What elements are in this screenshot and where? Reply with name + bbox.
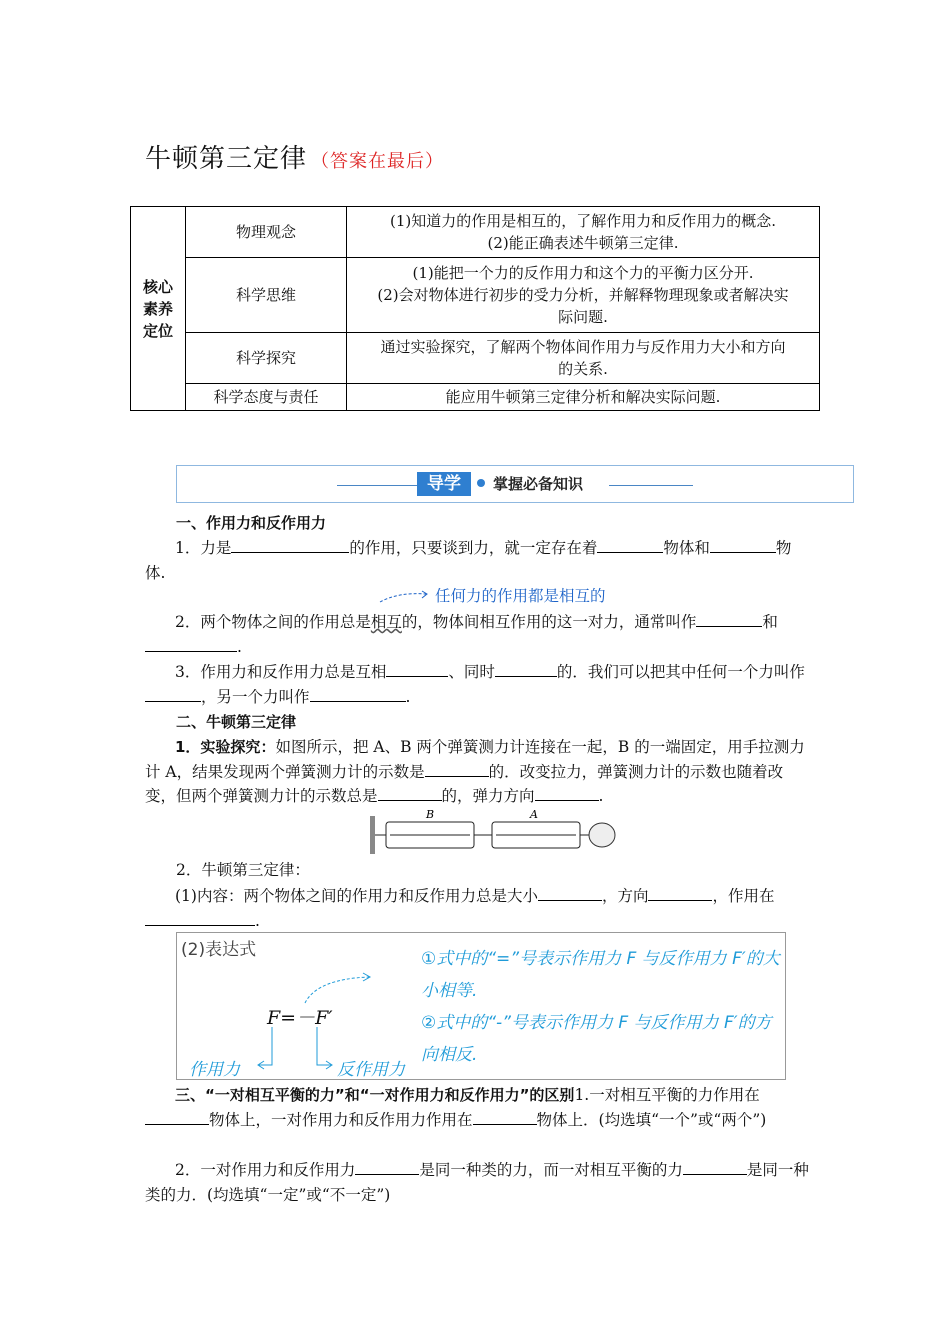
category-cell: 科学探究 — [186, 333, 347, 384]
paragraph — [145, 660, 810, 709]
description-cell — [347, 384, 820, 411]
row-label-line: 定位 — [142, 321, 173, 340]
text: . — [255, 911, 260, 930]
paragraph — [145, 884, 810, 933]
text: 是同一种类的力．(均选填“一定”或“不一定”) — [145, 1161, 809, 1204]
text: 的作用，只要谈到力，就一定存在着 — [349, 539, 598, 557]
category-cell: 物理观念 — [186, 207, 347, 258]
text: 物体. — [145, 539, 792, 582]
banner-tag: 导学 — [417, 472, 471, 496]
text: 1.一对相互平衡的力作用在 — [574, 1086, 760, 1104]
text: 的．我们可以把其中任何一个力叫作 — [556, 663, 805, 681]
text: ，作用在 — [712, 887, 775, 905]
answer-blank[interactable] — [145, 911, 255, 926]
page-title — [145, 138, 444, 175]
text: 2．两个物体之间的作用总是 — [175, 613, 371, 631]
section-heading: 三、“一对相互平衡的力”和“一对作用力和反作用力”的区别 — [175, 1086, 575, 1104]
section-heading: 一、作用力和反作用力 — [176, 514, 327, 532]
answer-blank[interactable] — [386, 662, 448, 677]
answer-blank[interactable] — [495, 662, 557, 677]
expression-figure — [176, 932, 786, 1080]
description-line: 通过实验探究，了解两个物体间作用力与反作用力大小和方向 — [380, 338, 786, 356]
text: 的，弹力方向 — [441, 787, 535, 805]
answer-blank[interactable] — [310, 687, 406, 702]
spring-scale-figure — [368, 810, 618, 858]
text: 的，物体间相互作用的这一对力，通常叫作 — [401, 613, 697, 631]
figure-heading: (2)表达式 — [181, 940, 257, 960]
arrow-icon — [378, 590, 430, 604]
expression-note-1: ①式中的“=”号表示作用力 F 与反作用力 F′的大小相等. — [421, 949, 780, 1001]
description-line: (2)会对物体进行初步的受力分析，并解释物理现象或者解决实 — [377, 286, 789, 304]
action-force-label: 作用力 — [189, 1060, 240, 1080]
description-cell — [347, 333, 820, 384]
description-line: 能应用牛顿第三定律分析和解决实际问题. — [445, 388, 721, 406]
section-banner — [176, 465, 854, 503]
text: 是同一种类的力，而一对相互平衡的力 — [419, 1161, 683, 1179]
text: ，另一个力叫作 — [201, 687, 310, 706]
banner-dot-icon — [477, 479, 485, 487]
text: . — [598, 787, 604, 805]
note-text: 任何力的作用都是相互的 — [434, 587, 606, 605]
row-label-line: 素养 — [142, 299, 173, 318]
title-answer-note: （答案在最后） — [311, 151, 445, 172]
paragraph — [145, 536, 810, 585]
core-literacy-table — [130, 206, 820, 411]
margin-note — [378, 584, 605, 606]
description-line: 际问题. — [558, 308, 608, 326]
title-text: 牛顿第三定律 — [145, 144, 308, 174]
text: . — [405, 687, 411, 706]
answer-blank[interactable] — [683, 1160, 747, 1175]
answer-blank[interactable] — [473, 1110, 537, 1125]
label-text: 1．实验探究： — [175, 738, 276, 756]
text: 1．力是 — [175, 539, 232, 557]
description-line: (1)能把一个力的反作用力和这个力的平衡力区分开. — [412, 264, 754, 282]
hand-icon — [589, 823, 615, 847]
scale-label-a: A — [530, 810, 538, 821]
paragraph — [145, 1158, 810, 1207]
paragraph — [145, 610, 810, 659]
text: 、同时 — [448, 663, 495, 681]
text: 3．作用力和反作用力总是互相 — [175, 663, 387, 681]
text: 物体和 — [663, 539, 710, 557]
answer-blank[interactable] — [648, 886, 712, 901]
text: 的．改变拉力，弹簧测力计的示数也随着改变，但两个弹簧测力计的示数总是 — [145, 762, 784, 805]
answer-blank[interactable] — [696, 612, 762, 627]
answer-blank[interactable] — [378, 786, 442, 801]
description-line: (1)知道力的作用是相互的，了解作用力和反作用力的概念. — [389, 212, 777, 230]
answer-blank[interactable] — [535, 786, 599, 801]
answer-blank[interactable] — [597, 538, 663, 553]
formula: F=－F′ — [267, 1007, 333, 1029]
section-heading: 二、牛顿第三定律 — [176, 713, 297, 731]
paragraph — [145, 735, 810, 809]
paragraph: 2．牛顿第三定律： — [176, 861, 310, 879]
paragraph — [145, 1083, 810, 1132]
description-line: (2)能正确表述牛顿第三定律. — [487, 234, 679, 252]
description-line: 的关系. — [558, 360, 608, 378]
text: ，方向 — [601, 887, 649, 905]
category-cell: 科学态度与责任 — [186, 384, 347, 411]
text: 物体上．(均选填“一个”或“两个”) — [536, 1110, 767, 1129]
answer-blank[interactable] — [231, 538, 349, 553]
core-table-row-label — [131, 207, 186, 411]
text: 2．一对作用力和反作用力 — [175, 1161, 356, 1179]
text: 物体上，一对作用力和反作用力作用在 — [209, 1110, 473, 1129]
reaction-force-label: 反作用力 — [337, 1060, 405, 1080]
answer-blank[interactable] — [355, 1160, 419, 1175]
description-cell — [347, 258, 820, 333]
row-label-line: 核心 — [142, 277, 173, 296]
banner-line — [337, 485, 417, 486]
text: 如图所示，把 A、B 两个弹簧测力计连接在一起，B 的一端固定，用手拉测力计 A，结果发现两个弹簧测力计的示数是 — [145, 738, 805, 781]
text: 和 — [762, 613, 778, 631]
answer-blank[interactable] — [425, 762, 489, 777]
answer-blank[interactable] — [145, 1110, 209, 1125]
text: . — [237, 637, 242, 656]
text: (1)内容：两个物体之间的作用力和反作用力总是大小 — [175, 887, 538, 905]
scale-label-b: B — [426, 810, 435, 821]
banner-subtitle: 掌握必备知识 — [493, 475, 584, 493]
category-cell: 科学思维 — [186, 258, 347, 333]
expression-note-2: ②式中的“-”号表示作用力 F 与反作用力 F′的方向相反. — [421, 1013, 772, 1065]
answer-blank[interactable] — [145, 687, 201, 702]
emphasis-text: 相互 — [370, 613, 402, 631]
answer-blank[interactable] — [145, 637, 237, 652]
banner-line — [609, 485, 693, 486]
answer-blank[interactable] — [538, 886, 602, 901]
description-cell — [347, 207, 820, 258]
answer-blank[interactable] — [710, 538, 776, 553]
